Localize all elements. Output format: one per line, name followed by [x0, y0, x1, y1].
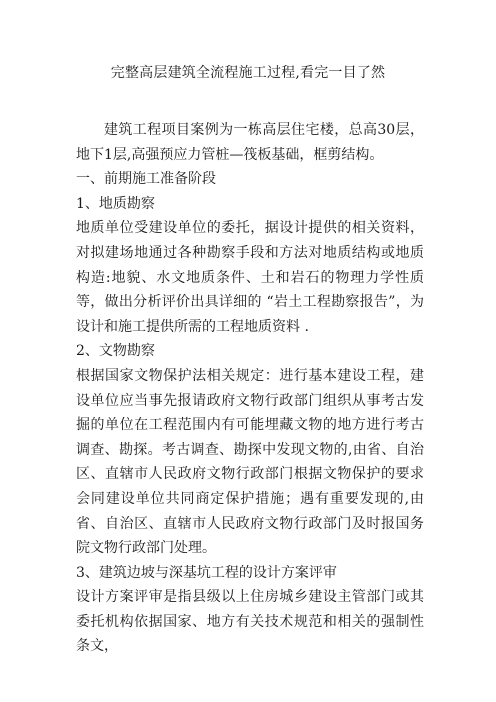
- subheading-geological-survey: 1、地质勘察: [76, 195, 155, 212]
- subheading-design-review: 3、建筑边坡与深基坑工程的设计方案评审: [76, 564, 337, 581]
- cultural-relics-paragraph: 根据国家文物保护法相关规定：进行基本建设工程，建设单位应当事先报请政府文物行政部门组织从事考古发掘的单位在工程范围内有可能埋藏文物的地方进行考古调查、勘探。考古调查、勘探中发现文物的,由省、自治区、直辖市人民政府文物行政部门根据文物保护的要求会同建设单位共同商定保护措施；遇有重要发现的,由省、自治区、直辖市人民政府文物行政部门及时报国务院文物行政部门处理。: [76, 367, 424, 557]
- subheading-cultural-relics-survey: 2、文物勘察: [76, 343, 155, 360]
- document-title: 完整高层建筑全流程施工过程,看完一目了然: [110, 65, 386, 81]
- section-heading-preparation: 一、前期施工准备阶段: [76, 171, 216, 188]
- intro-paragraph: 建筑工程项目案例为一栋高层住宅楼，总高30层，地下1层,高强预应力管桩—筏板基础，框剪结构。: [76, 122, 424, 163]
- design-review-paragraph: 设计方案评审是指县级以上住房城乡建设主管部门或其委托机构依据国家、地方有关技术规范和相关的强制性条文，: [76, 589, 424, 655]
- geological-survey-paragraph: 地质单位受建设单位的委托，据设计提供的相关资料，对拟建场地通过各种勘察手段和方法对地质结构或地质构造:地貌、水文地质条件、土和岩石的物理力学性质等，做出分析评价出具详细的 “岩土工程勘察报告”，为设计和施工提供所需的工程地质资料 .: [76, 220, 424, 335]
- document-body: [76, 118, 424, 659]
